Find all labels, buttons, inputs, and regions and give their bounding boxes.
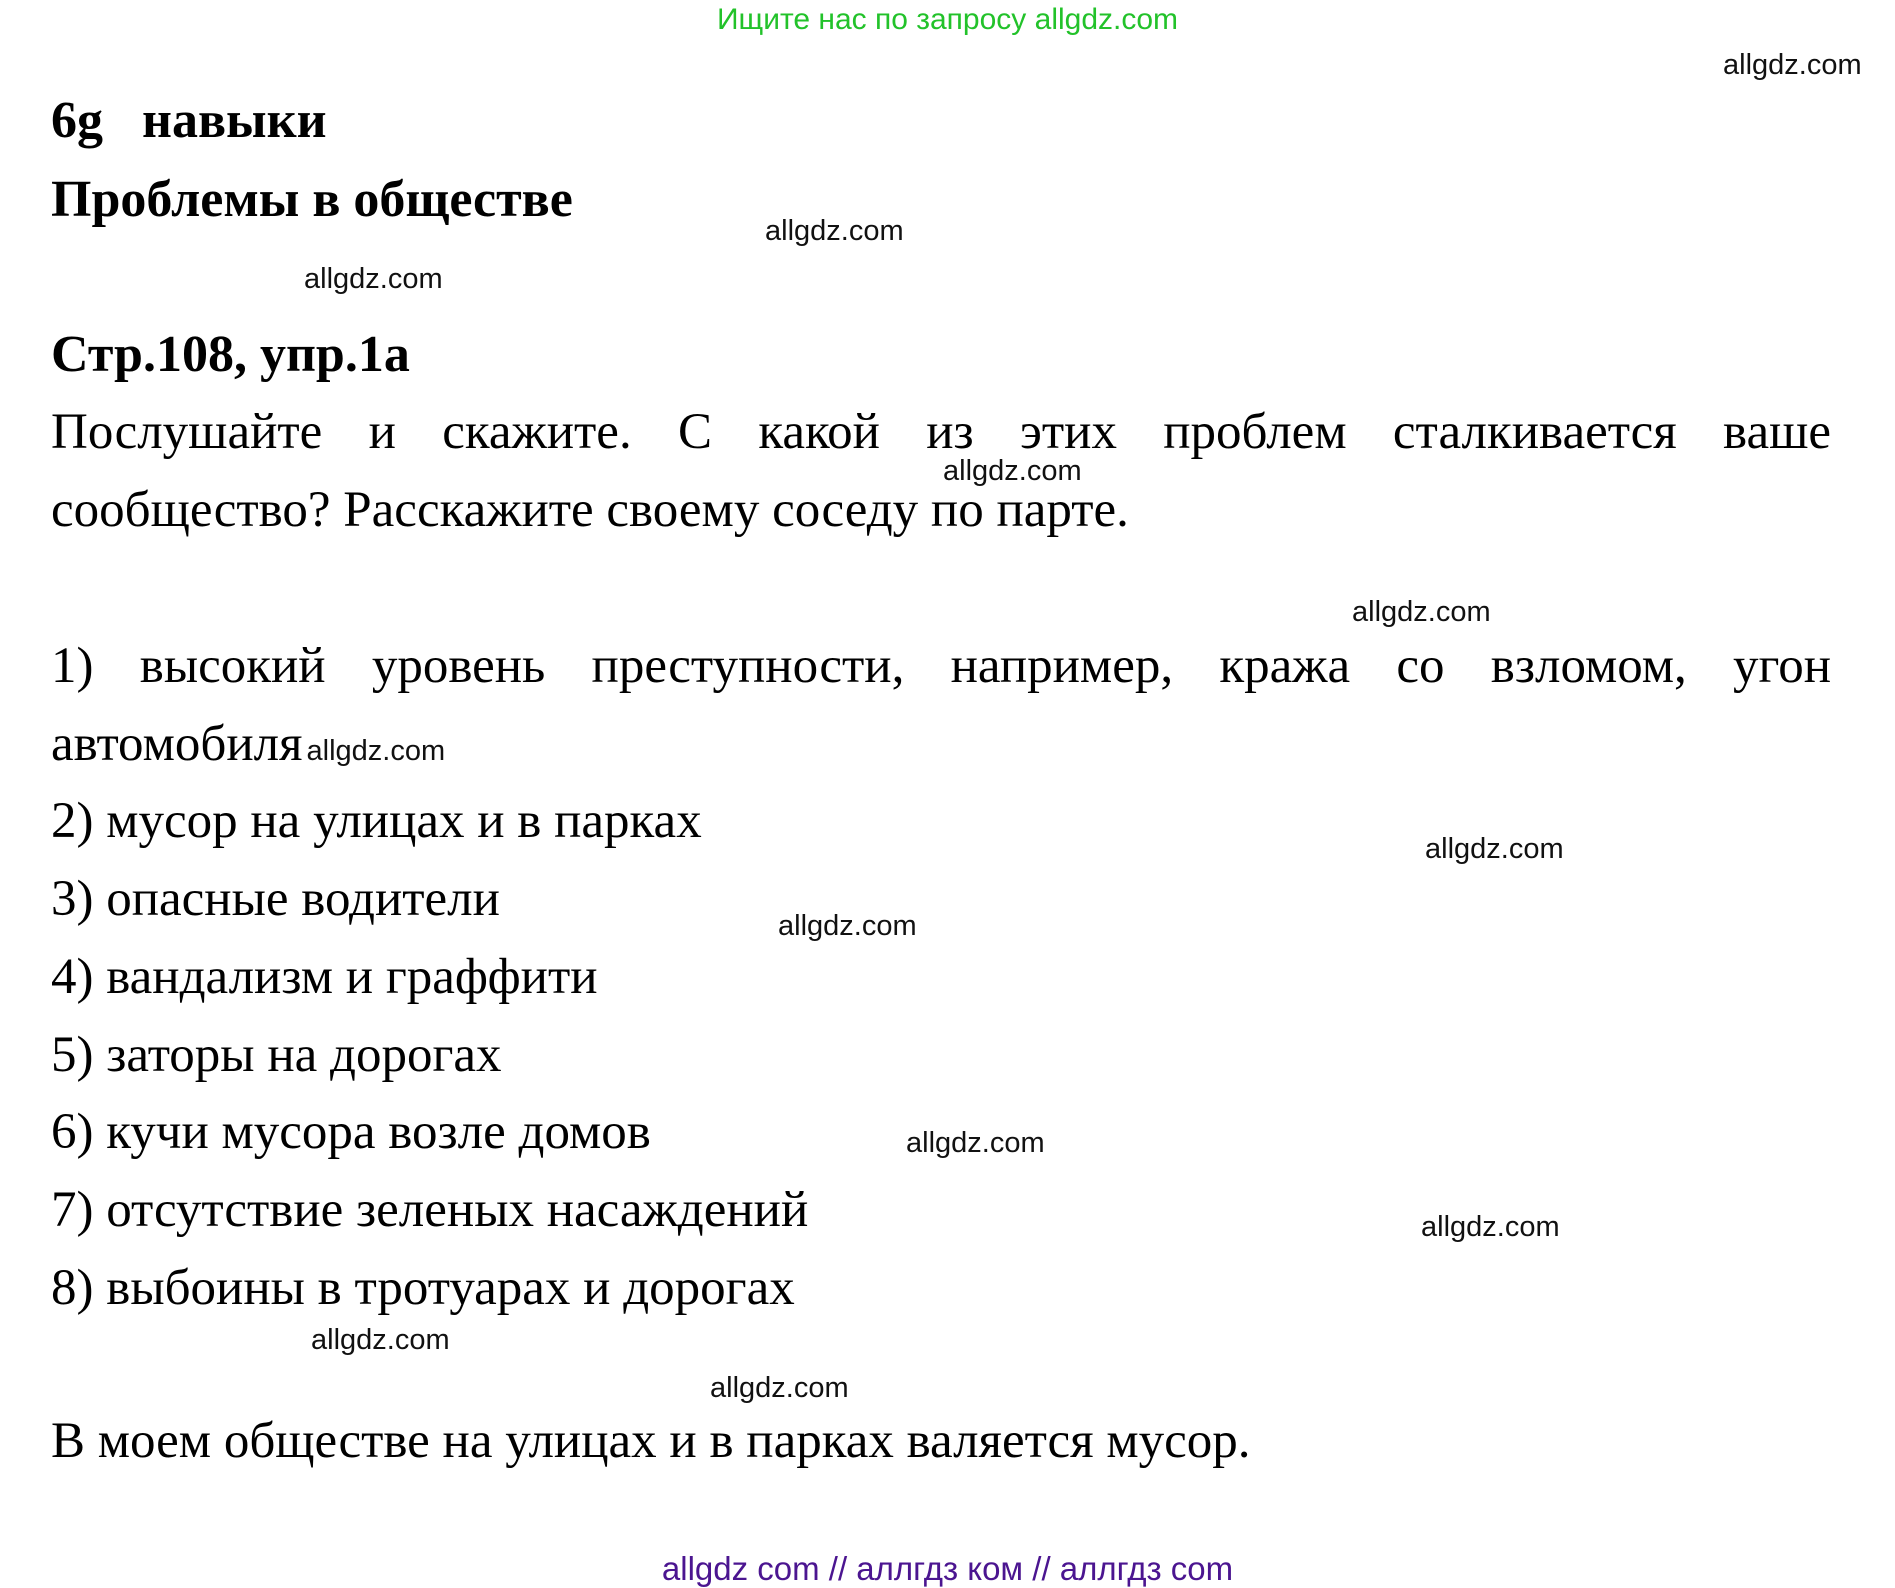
list-item-6: 6) кучи мусора возле домов bbox=[51, 1104, 651, 1160]
list-item-7: 7) отсутствие зеленых насаждений bbox=[51, 1182, 809, 1238]
footer-links[interactable]: allgdz com // аллгдз ком // аллгдз com bbox=[661, 1550, 1234, 1587]
watermark: allgdz.com bbox=[304, 263, 443, 295]
list-item-1: 1) высокий уровень преступности, например, кража со взломом, угон bbox=[51, 638, 1831, 694]
list-item-5: 5) заторы на дорогах bbox=[51, 1027, 502, 1083]
list-item-2: 2) мусор на улицах и в парках bbox=[51, 793, 702, 849]
top-banner-link[interactable]: Ищите нас по запросу allgdz.com bbox=[716, 3, 1179, 36]
watermark: allgdz.com bbox=[306, 735, 446, 767]
watermark: allgdz.com bbox=[710, 1372, 849, 1404]
list-item-4: 4) вандализм и граффити bbox=[51, 949, 598, 1005]
list-item-3: 3) опасные водители bbox=[51, 871, 500, 927]
section-code: 6g bbox=[51, 92, 103, 149]
list-item-1-line2: автомобиля bbox=[51, 716, 303, 772]
watermark: allgdz.com bbox=[906, 1127, 1045, 1159]
section-title: навыки bbox=[142, 92, 327, 149]
watermark: allgdz.com bbox=[943, 455, 1082, 487]
instruction-line-2: сообщество? Расскажите своему соседу по парте. bbox=[51, 482, 1129, 538]
exercise-heading: Стр.108, упр.1а bbox=[51, 326, 410, 383]
section-heading bbox=[51, 91, 327, 151]
watermark: allgdz.com bbox=[1421, 1211, 1560, 1243]
list-item-8: 8) выбоины в тротуарах и дорогах bbox=[51, 1260, 795, 1316]
watermark: allgdz.com bbox=[1352, 596, 1491, 628]
page-subtitle: Проблемы в обществе bbox=[51, 171, 573, 228]
answer-text: В моем обществе на улицах и в парках валяется мусор. bbox=[51, 1413, 1251, 1469]
list-item-1-cont bbox=[51, 714, 445, 774]
watermark: allgdz.com bbox=[778, 910, 917, 942]
watermark: allgdz.com bbox=[1425, 833, 1564, 865]
watermark: allgdz.com bbox=[311, 1324, 450, 1356]
instruction-line-1: Послушайте и скажите. С какой из этих проблем сталкивается ваше bbox=[51, 404, 1831, 460]
watermark: allgdz.com bbox=[765, 215, 904, 247]
watermark: allgdz.com bbox=[1723, 49, 1862, 81]
